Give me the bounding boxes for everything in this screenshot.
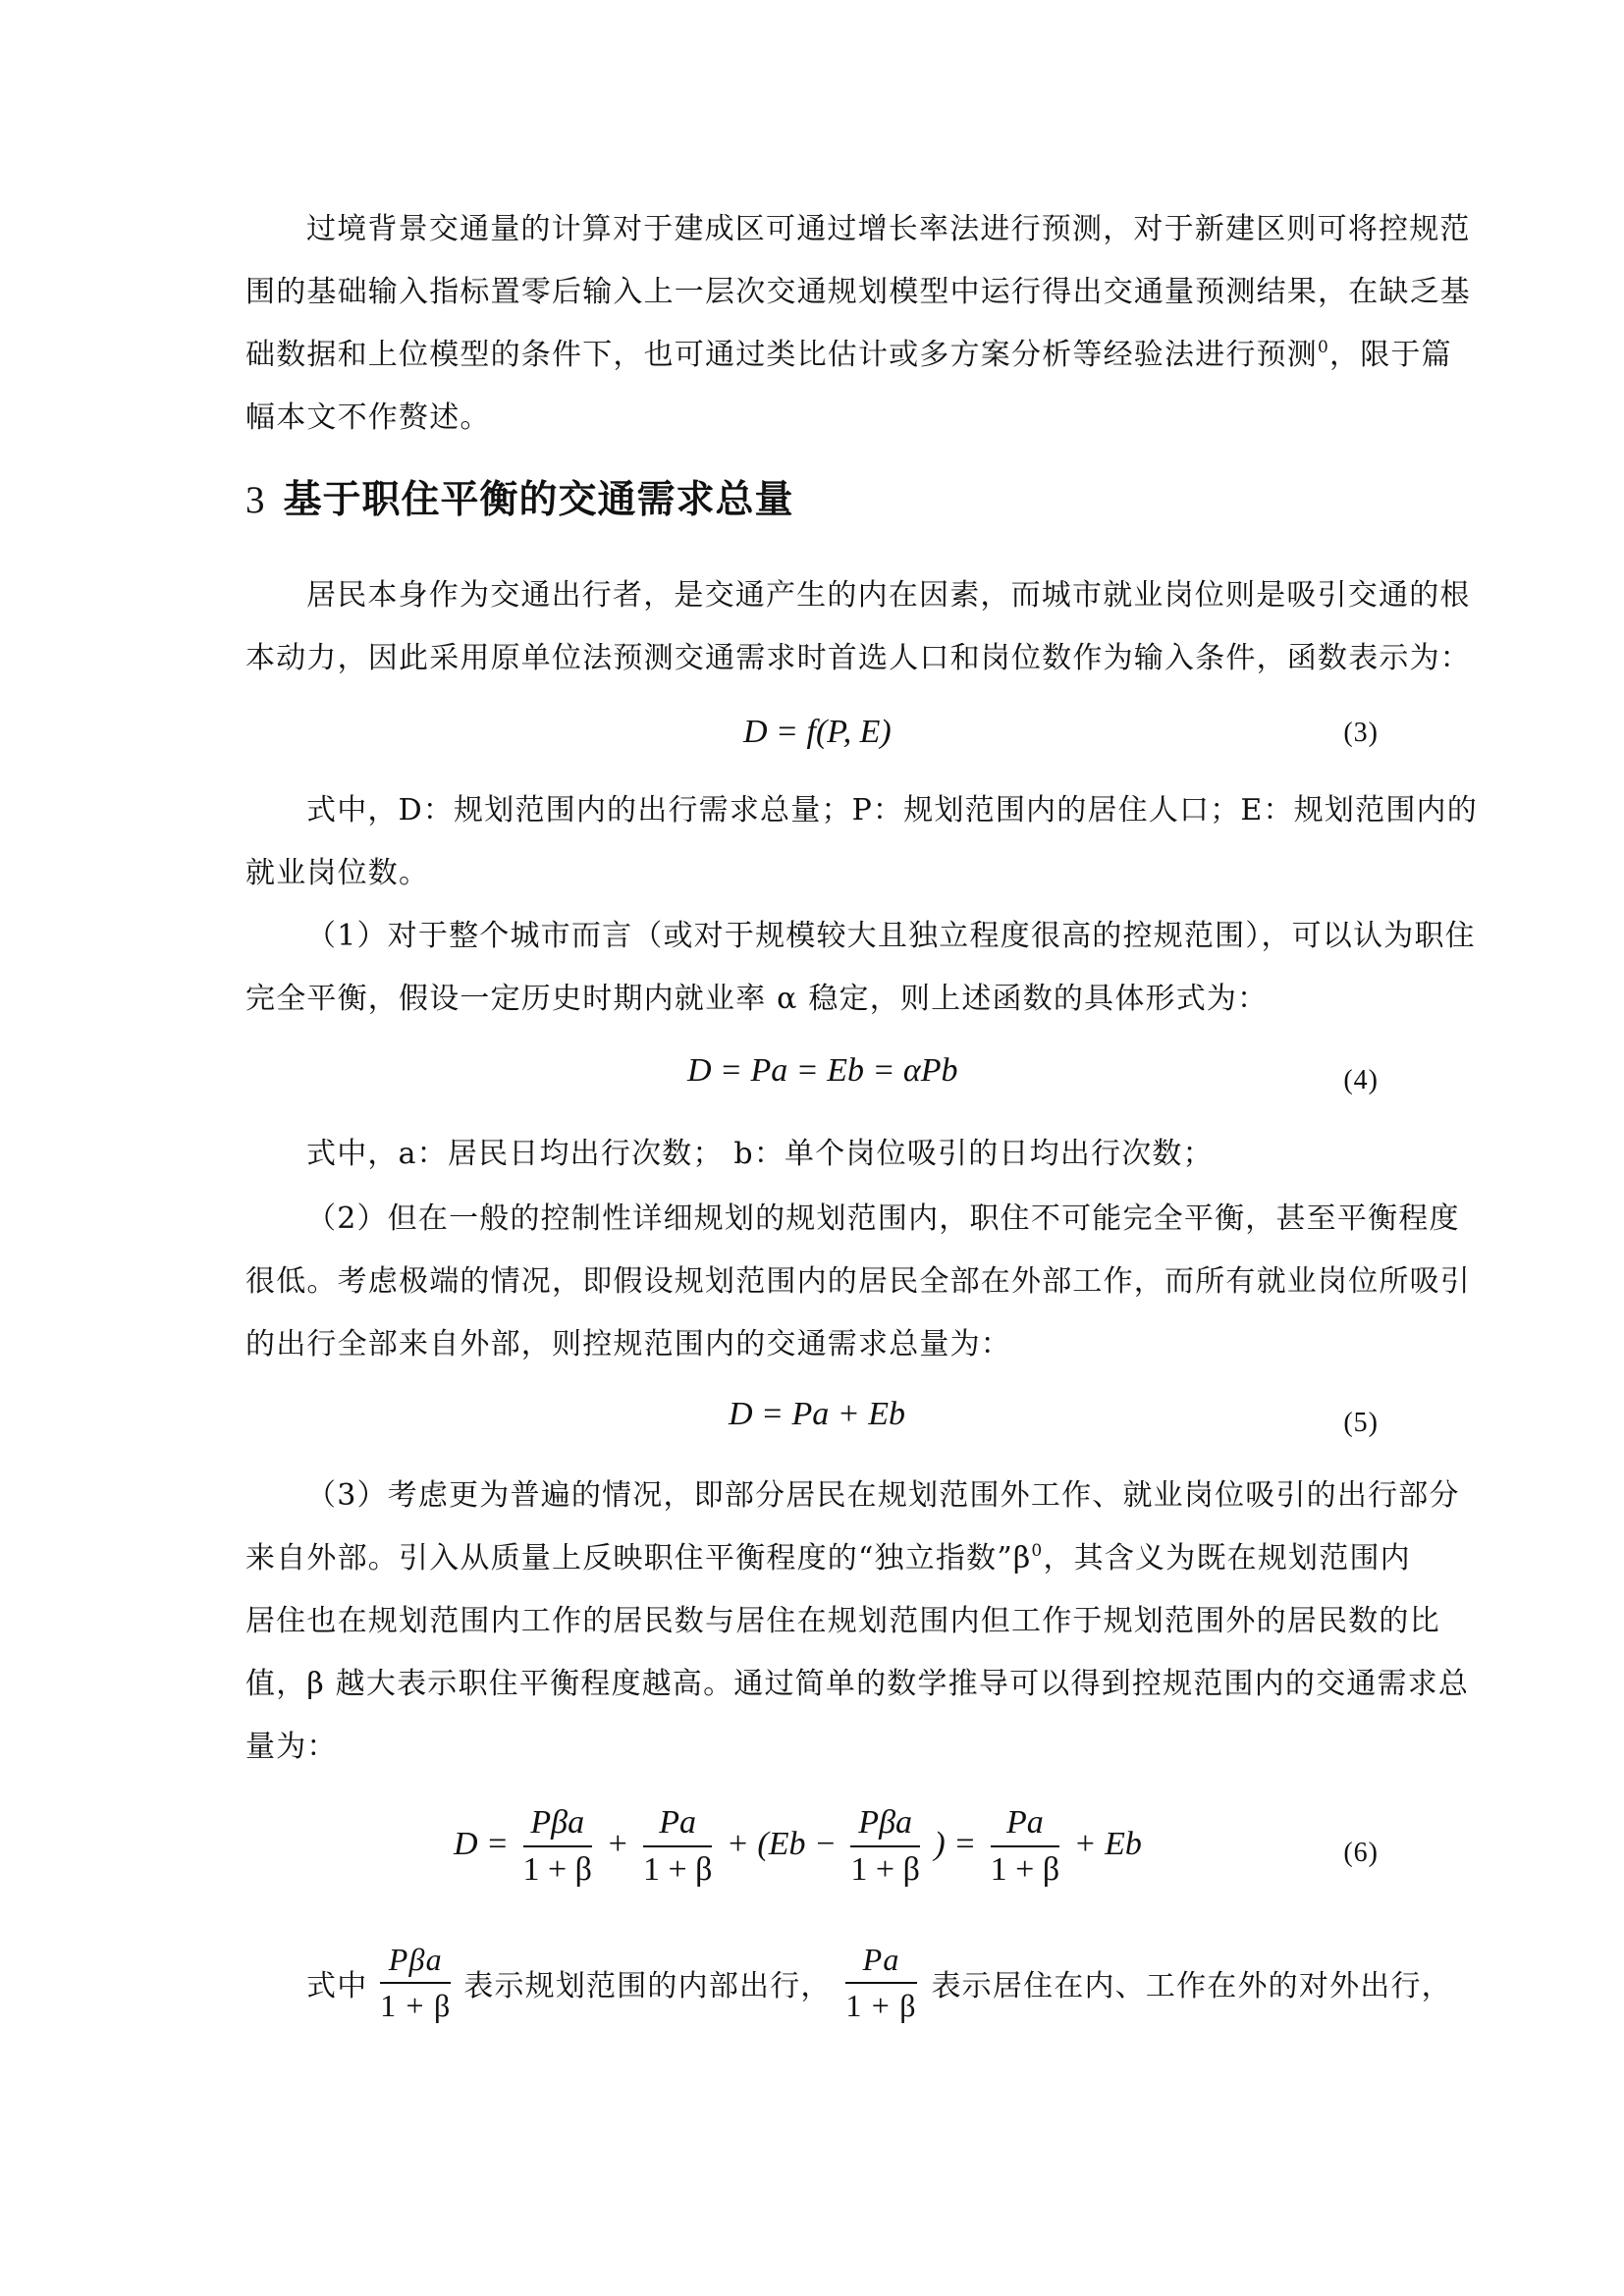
paragraph-case-1 (245, 905, 1476, 1031)
numerator: Pa (991, 1804, 1059, 1847)
text-line: （2）但在一般的控制性详细规划的规划范围内，职住不可能完全平衡，甚至平衡程度 (306, 1201, 1460, 1236)
paragraph-term-explanation (306, 1942, 1452, 2024)
numerator: Pβa (850, 1804, 919, 1847)
text-line (245, 324, 1452, 387)
section-title: 基于职住平衡的交通需求总量 (283, 478, 794, 522)
text-line: 过境背景交通量的计算对于建成区可通过增长率法进行预测，对于新建区则可将控规范 (306, 212, 1471, 246)
citation-ref: 0 (1318, 338, 1330, 357)
denominator: 1 + β (380, 1988, 452, 2023)
text-line: 完全平衡，假设一定历史时期内就业率 α 稳定，则上述函数的具体形式为： (245, 982, 1269, 1016)
equation-number: (6) (1343, 1838, 1379, 1868)
text-line: 式中，D：规划范围内的出行需求总量；P：规划范围内的居住人口；E：规划范围内的 (306, 793, 1478, 828)
paragraph-background-traffic (245, 198, 1471, 450)
equation-5: D = Pa + Eb (729, 1396, 905, 1432)
inline-fraction (380, 1942, 451, 2024)
denominator: 1 + β (850, 1851, 920, 1888)
equation-lhs: D = (454, 1825, 509, 1862)
numerator: Pβa (523, 1804, 592, 1847)
section-heading (245, 469, 794, 524)
equation-number: (4) (1343, 1065, 1379, 1095)
text-line: （3）考虑更为普遍的情况，即部分居民在规划范围外工作、就业岗位吸引的出行部分 (306, 1478, 1460, 1513)
numerator: Pβa (380, 1942, 451, 1984)
text-segment: 式中 (306, 1969, 368, 2003)
section-number: 3 (245, 479, 266, 521)
text-line: 幅本文不作赘述。 (245, 400, 491, 435)
text-line: 本动力，因此采用原单位法预测交通需求时首选人口和岗位数作为输入条件，函数表示为： (245, 641, 1471, 675)
text-line: 就业岗位数。 (245, 856, 430, 890)
fraction-term (643, 1804, 712, 1889)
text-segment: 表示规划范围的内部出行， (463, 1969, 832, 2003)
equation-number: (3) (1343, 718, 1379, 748)
equation-4: D = Pa = Eb = αPb (687, 1052, 958, 1089)
text-segment: ，限于篇 (1329, 338, 1452, 372)
text-segment: 表示居住在内、工作在外的对外出行， (931, 1969, 1452, 2003)
operator: ) = (934, 1825, 977, 1862)
fraction-term (991, 1804, 1059, 1889)
paragraph-demand-intro (245, 564, 1471, 690)
fraction-term (523, 1804, 592, 1889)
operator: + Eb (1073, 1825, 1142, 1862)
text-line: 围的基础输入指标置零后输入上一层次交通规划模型中运行得出交通量预测结果，在缺乏基 (245, 275, 1471, 309)
text-line: 式中，a：居民日均出行次数； b：单个岗位吸引的日均出行次数； (306, 1137, 1214, 1171)
paragraph-a-b-definitions (245, 1123, 1384, 1186)
numerator: Pa (643, 1804, 712, 1847)
denominator: 1 + β (522, 1851, 592, 1888)
inline-fraction (845, 1942, 916, 2024)
equation-3: D = f(P, E) (743, 714, 892, 750)
citation-ref: 0 (1031, 1541, 1044, 1561)
paragraph-variable-definitions (245, 779, 1478, 905)
text-line: 的出行全部来自外部，则控规范围内的交通需求总量为： (245, 1327, 1011, 1362)
equation-6 (454, 1804, 1142, 1889)
text-line: 居民本身作为交通出行者，是交通产生的内在因素，而城市就业岗位则是吸引交通的根 (306, 578, 1471, 613)
text-segment: ，其含义为既在规划范围内 (1043, 1541, 1411, 1575)
denominator: 1 + β (845, 1988, 917, 2023)
text-segment: 来自外部。引入从质量上反映职住平衡程度的“独立指数”β (245, 1541, 1032, 1575)
text-line: 量为： (245, 1730, 338, 1764)
fraction-term (850, 1804, 919, 1889)
numerator: Pa (845, 1942, 916, 1984)
paragraph-case-2 (245, 1188, 1471, 1376)
text-line: 很低。考虑极端的情况，即假设规划范围内的居民全部在外部工作，而所有就业岗位所吸引 (245, 1264, 1471, 1299)
operator: + (606, 1825, 629, 1862)
text-line: （1）对于整个城市而言（或对于规模较大且独立程度很高的控规范围），可以认为职住 (306, 919, 1476, 953)
denominator: 1 + β (642, 1851, 713, 1888)
operator: + (Eb − (726, 1825, 837, 1862)
denominator: 1 + β (990, 1851, 1060, 1888)
paragraph-case-3 (245, 1465, 1470, 1779)
text-line: 居住也在规划范围内工作的居民数与居住在规划范围内但工作于规划范围外的居民数的比 (245, 1604, 1440, 1638)
text-segment: 础数据和上位模型的条件下，也可通过类比估计或多方案分析等经验法进行预测 (245, 338, 1318, 372)
equation-number: (5) (1343, 1408, 1379, 1438)
text-line: 值，β 越大表示职住平衡程度越高。通过简单的数学推导可以得到控规范围内的交通需求总 (245, 1667, 1470, 1701)
text-line (245, 1527, 1411, 1590)
